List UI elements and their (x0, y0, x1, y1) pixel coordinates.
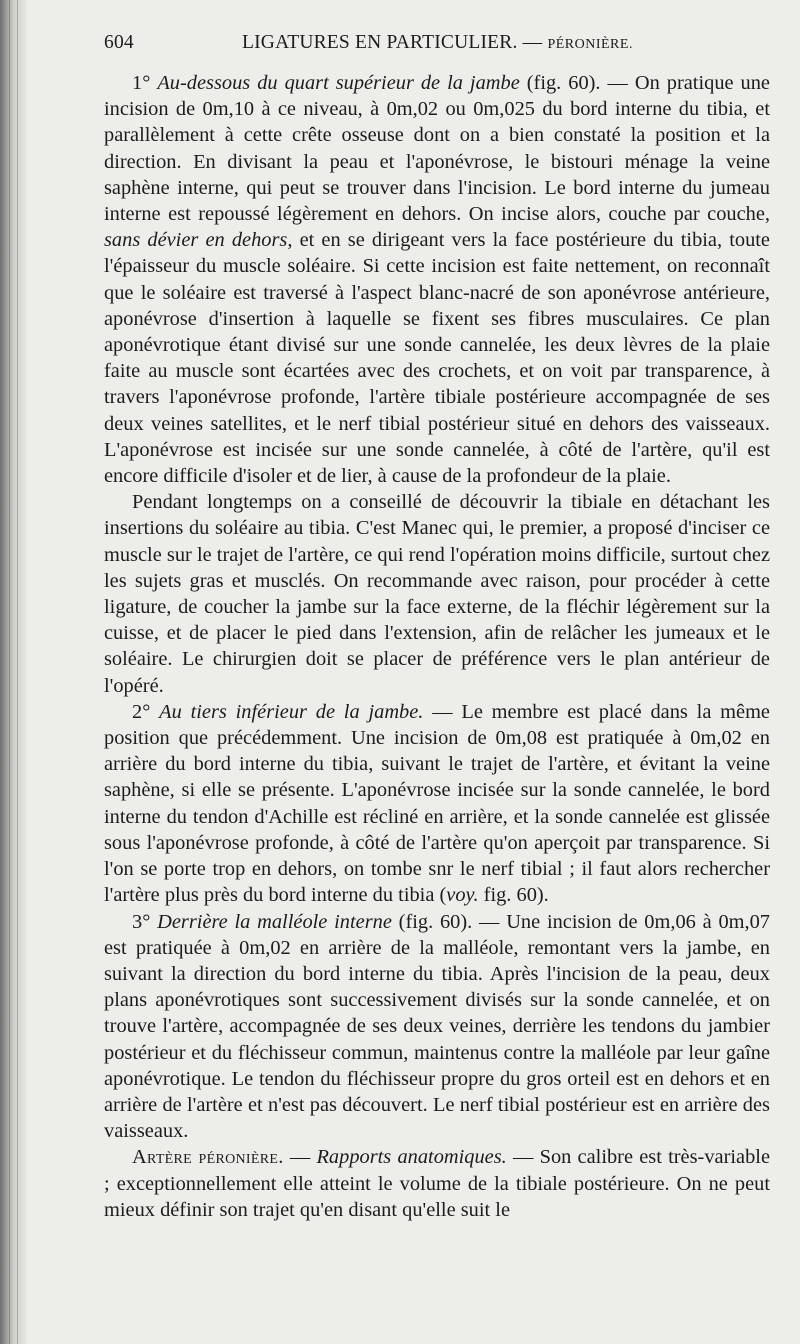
book-page (104, 0, 770, 1344)
paragraph: 3° Derrière la malléole interne (fig. 60). — Une incision de 0m,06 à 0m,07 est pratiquée à 0m,02 en arrière de la malléole, remontant vers la jambe, en suivant la direction du bord interne du tibia. Après l'incision de la peau, deux plans aponévrotiques sont successivement divisés sur la sonde cannelée, et on trouve l'artère, accompagnée de ses deux veines, derrière les tendons du jambier postérieur et du fléchisseur commun, maintenus contre la malléole par leur gaîne aponévrotique. Le tendon du fléchisseur propre du gros orteil est en dehors et en arrière de l'artère et n'est pas découvert. Le nerf tibial postérieur est en arrière des vaisseaux. (104, 910, 770, 1143)
paragraph: 1° Au-dessous du quart supérieur de la jambe (fig. 60). — On pratique une incision de 0m,10 à ce niveau, à 0m,02 ou 0m,025 du bord interne du tibia, et parallèlement à cette crête osseuse dont on a bien constaté la position et la direction. En divisant la peau et l'aponévrose, le bistouri ménage la veine saphène interne, qui peut se trouver dans l'incision. Le bord interne du jumeau interne est repoussé légèrement en dehors. On incise alors, couche par couche, sans dévier en dehors, et en se dirigeant vers la face postérieure du tibia, toute l'épaisseur du muscle soléaire. Si cette incision est faite nettement, on reconnaît que le soléaire est traversé à l'aspect blanc-nacré de son aponévrose antérieure, aponévrose d'insertion à laquelle se fixent ses fibres musculaires. Ce plan aponévrotique étant divisé sur une sonde cannelée, les deux lèvres de la plaie faite au muscle sont écartées avec des crochets, et on voit par transparence, à travers l'aponévrose profonde, l'artère tibiale postérieure accompagnée de ses deux veines satellites, et le nerf tibial postérieur situé en dehors des vaisseaux. L'aponévrose est incisée sur une sonde cannelée, à côté de l'artère, qu'il est encore difficile d'isoler et de lier, à cause de la profondeur de la plaie. (104, 72, 770, 488)
paragraph: Artère péronière. — Rapports anatomiques. — Son calibre est très-variable ; exceptionnellement elle atteint le volume de la tibiale postérieure. On ne peut mieux définir son trajet qu'en disant qu'elle suit le (104, 1146, 770, 1221)
running-title: LIGATURES EN PARTICULIER. — PÉRONIÈRE. (242, 32, 633, 53)
section-heading: Au tiers inférieur de la jambe. (159, 700, 424, 723)
binding-edge (17, 0, 18, 1344)
binding-edge (9, 0, 10, 1344)
page-number: 604 (104, 32, 134, 53)
subsection-heading: Rapports anatomiques. (316, 1146, 507, 1169)
section-heading: Au-dessous du quart supérieur de la jambe (157, 72, 520, 94)
page-header (104, 32, 770, 58)
paragraph: 2° Au tiers inférieur de la jambe. — Le membre est placé dans la même position que précédemment. Une incision de 0m,08 est pratiquée à 0m,02 en arrière du bord interne du tibia, suivant le trajet de l'artère, et évitant la veine saphène, si elle se présente. L'aponévrose incisée sur la sonde cannelée, le bord interne du tendon d'Achille est récliné en arrière, et la sonde cannelée est glissée sous l'aponévrose profonde, à côté de l'artère qu'on aperçoit par transparence. Si l'on se porte trop en dehors, on tombe snr le nerf tibial ; il faut alors rechercher l'artère plus près du bord interne du tibia (voy. fig. 60). (104, 700, 770, 907)
section-heading: Artère péronière. (132, 1146, 284, 1169)
body-text (104, 70, 770, 1223)
section-heading: Derrière la malléole interne (157, 910, 392, 933)
paragraph: Pendant longtemps on a conseillé de découvrir la tibiale en détachant les insertions du soléaire au tibia. C'est Manec qui, le premier, a proposé d'inciser ce muscle sur le trajet de l'artère, ce qui rend l'opération moins difficile, surtout chez les sujets gras et musclés. On recommande avec raison, pour procéder à cette ligature, de coucher la jambe sur la face externe, de la fléchir légèrement sur la cuisse, et de placer le pied dans l'extension, afin de relâcher les jumeaux et le soléaire. Le chirurgien doit se placer de préférence vers le plan antérieur de l'opéré. (104, 491, 770, 697)
running-subtitle: PÉRONIÈRE. (547, 37, 633, 52)
book-binding-shadow (0, 0, 26, 1344)
